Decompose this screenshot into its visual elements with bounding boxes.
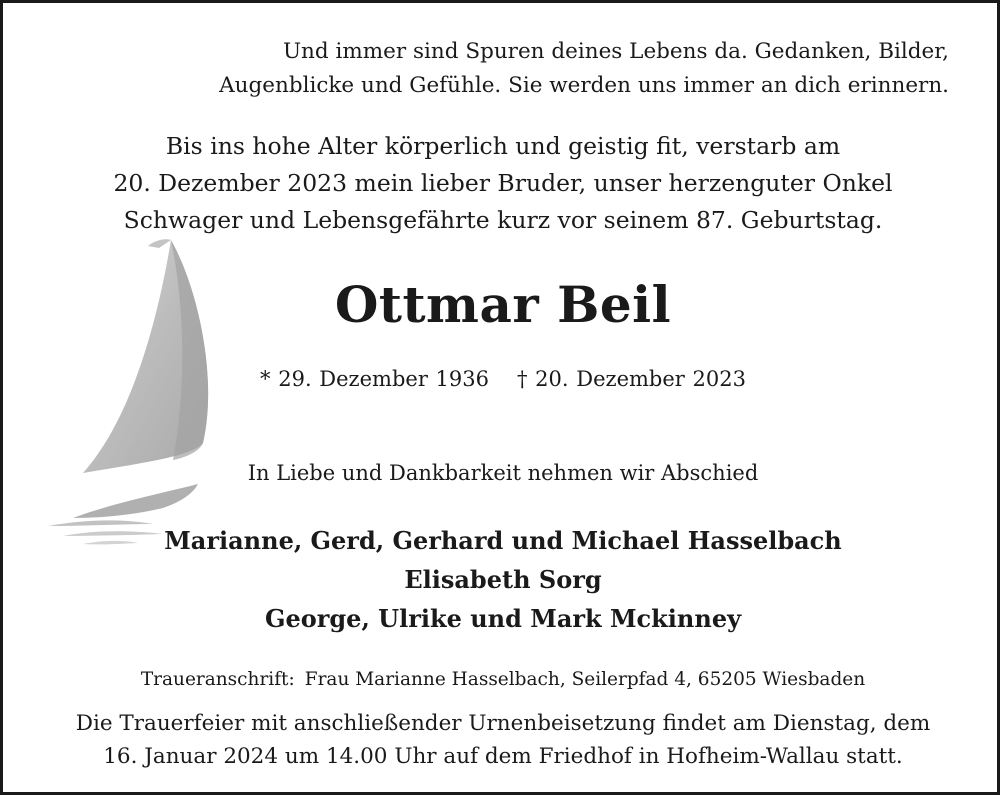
boat-hull [73,484,198,518]
mourning-address [3,669,1000,690]
mourner-line: Elisabeth Sorg [404,565,602,594]
service-line-2: 16. Januar 2024 um 14.00 Uhr auf dem Friedhof in Hofheim-Wallau statt. [103,744,903,769]
announcement-line-2: 20. Dezember 2023 mein lieber Bruder, unser herzenguter Onkel [113,169,893,197]
announcement-line-3: Schwager und Lebensgefährte kurz vor seinem 87. Geburtstag. [123,206,883,234]
sail-top-flag [148,239,171,248]
life-dates [3,367,1000,391]
announcement-text [3,128,1000,239]
funeral-service-info [3,707,1000,773]
memorial-quote [219,35,949,103]
deceased-name: Ottmar Beil [334,275,672,334]
quote-line-1: Und immer sind Spuren deines Lebens da. Gedanken, Bilder, [282,39,949,64]
birth-date: * 29. Dezember 1936 [260,367,489,391]
mourner-line: Marianne, Gerd, Gerhard und Michael Hasselbach [164,526,842,555]
mourner-line: George, Ulrike und Mark Mckinney [264,604,742,633]
announcement-line-1: Bis ins hohe Alter körperlich und geistig fit, verstarb am [165,132,841,160]
service-line-1: Die Trauerfeier mit anschließender Urnenbeisetzung findet am Dienstag, dem [75,711,931,736]
death-date: † 20. Dezember 2023 [517,367,746,391]
address-value: Frau Marianne Hasselbach, Seilerpfad 4, 65205 Wiesbaden [304,669,866,690]
address-label: Traueranschrift: [140,669,295,690]
mourners-list [3,521,1000,638]
farewell-text: In Liebe und Dankbarkeit nehmen wir Abschied [247,461,759,485]
quote-line-2: Augenblicke und Gefühle. Sie werden uns immer an dich erinnern. [219,73,949,98]
